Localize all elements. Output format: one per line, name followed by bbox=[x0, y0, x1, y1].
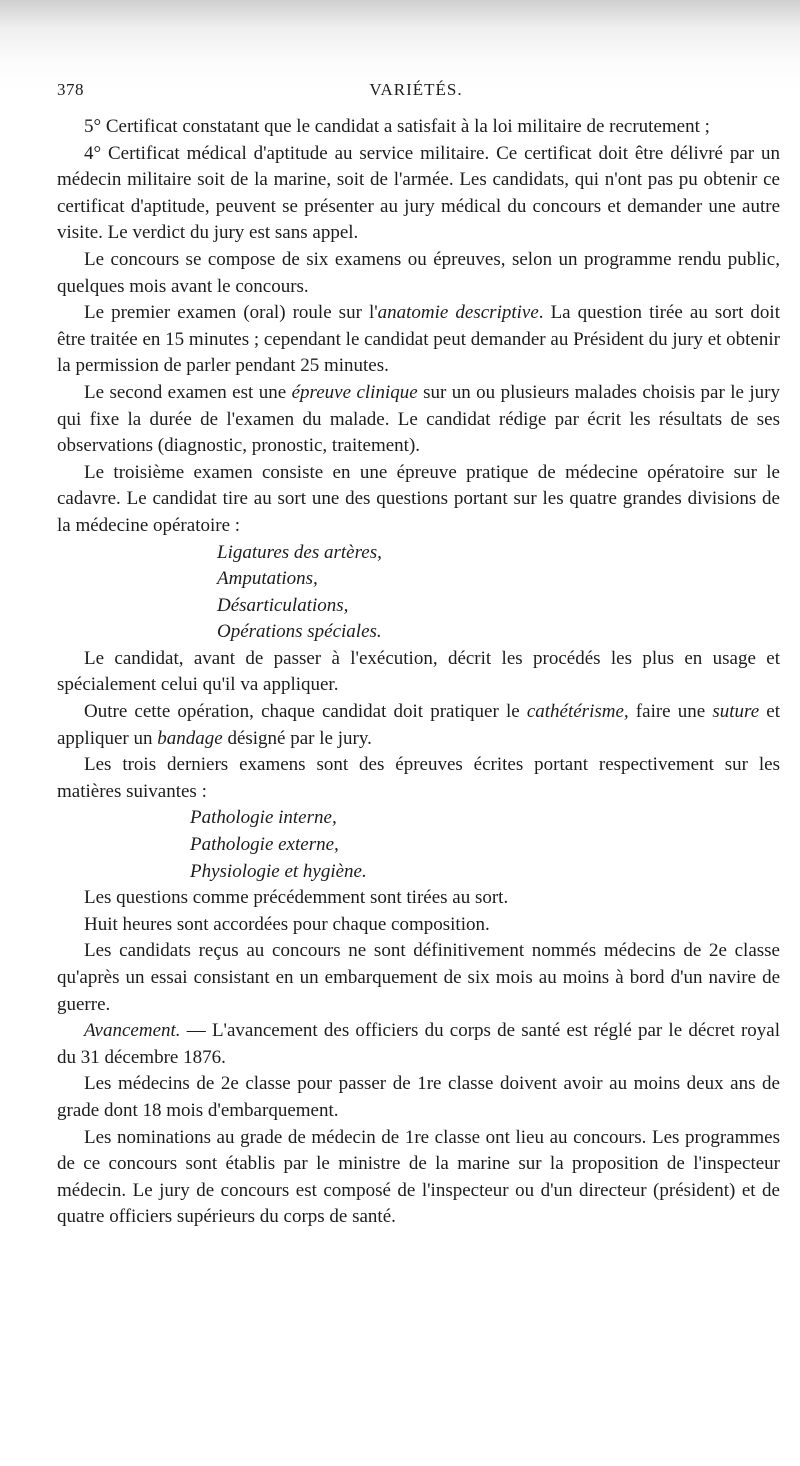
paragraph-nominations: Les nominations au grade de médecin de 1re classe ont lieu au concours. Les programmes de ce concours sont établis par le ministre de la marine sur la proposition de l'inspecteur médecin. Le jury de concours est composé de l'inspecteur ou d'un directeur (président) et de quatre officiers supérieurs du corps de santé. bbox=[57, 1126, 780, 1228]
emphasis: Avancement. bbox=[84, 1020, 181, 1042]
paragraph-huit-heures: Huit heures sont accordées pour chaque composition. bbox=[84, 913, 490, 935]
page-number: 378 bbox=[57, 80, 84, 99]
paragraph-catheterisme bbox=[57, 699, 780, 752]
paragraph-candidats-recus: Les candidats reçus au concours ne sont définitivement nommés médecins de 2e classe qu'après un essai consistant en un embarquement de six mois au moins à bord d'un navire de guerre. bbox=[57, 940, 780, 1015]
text: . La question tirée au sort doit être traitée en 15 minutes ; cependant le candidat peut demander au Président du jury et obtenir la permission de parler pendant 25 minutes. bbox=[57, 302, 780, 377]
page-header bbox=[57, 80, 775, 104]
list-item: Pathologie externe, bbox=[190, 834, 339, 856]
list-item: Désarticulations, bbox=[217, 594, 349, 616]
text: Le premier examen (oral) roule sur l' bbox=[84, 302, 378, 324]
emphasis: suture bbox=[712, 701, 760, 723]
paragraph-epreuves-ecrites: Les trois derniers examens sont des épreuves écrites portant respectivement sur les matières suivantes : bbox=[57, 754, 780, 802]
text: sur un ou plusieurs malades choisis par le jury qui fixe la durée de l'examen du malade. Le candidat rédige par écrit les résultats de ses observations (diagnostic, pronostic, traitement). bbox=[57, 381, 781, 457]
text: Le second examen est une bbox=[84, 381, 292, 403]
list-item: Physiologie et hygiène. bbox=[190, 860, 367, 882]
list-item: Amputations, bbox=[217, 568, 318, 590]
list-item: Pathologie interne, bbox=[190, 807, 337, 829]
exams-list bbox=[57, 805, 780, 885]
paragraph-avancement bbox=[57, 1018, 780, 1071]
list-item: Ligatures des artères, bbox=[217, 541, 382, 563]
paragraph-troisieme-examen: Le troisième examen consiste en une épreuve pratique de médecine opératoire sur le cadavre. Le candidat tire au sort une des questions portant sur les quatre grandes divisions de la médecine opératoire : bbox=[57, 461, 780, 536]
emphasis: bandage bbox=[157, 727, 223, 749]
paragraph-certificat-medical: 4° Certificat médical d'aptitude au service militaire. Ce certificat doit être délivré par un médecin militaire soit de la marine, soit de l'armée. Les candidats, qui n'ont pas pu obtenir ce certificat d'aptitude, peuvent se présenter au jury médical du concours et demander une autre visite. Le verdict du jury est sans appel. bbox=[57, 142, 780, 244]
paragraph-certificat-recrutement: 5° Certificat constatant que le candidat a satisfait à la loi militaire de recrutement ; bbox=[84, 116, 710, 137]
paragraph-medecins-2e-classe: Les médecins de 2e classe pour passer de 1re classe doivent avoir au moins deux ans de grade dont 18 mois d'embarquement. bbox=[57, 1073, 780, 1121]
text: faire une bbox=[628, 701, 713, 723]
text: — L'avancement des officiers du corps de santé est réglé par le décret royal du 31 décembre 1876. bbox=[57, 1020, 780, 1068]
paragraph-premier-examen bbox=[57, 300, 780, 380]
emphasis: cathétérisme, bbox=[526, 701, 629, 723]
emphasis: anatomie descriptive bbox=[377, 302, 539, 324]
paragraph-second-examen bbox=[57, 380, 780, 460]
text: et appliquer un bbox=[57, 701, 781, 749]
paragraph-execution: Le candidat, avant de passer à l'exécution, décrit les procédés les plus en usage et spécialement celui qu'il va appliquer. bbox=[57, 647, 780, 696]
emphasis: épreuve clinique bbox=[291, 381, 418, 403]
text: désigné par le jury. bbox=[222, 727, 372, 749]
list-item: Opérations spéciales. bbox=[217, 621, 382, 643]
running-head: VARIÉTÉS. bbox=[369, 80, 463, 99]
text: Outre cette opération, chaque candidat doit pratiquer le bbox=[84, 701, 527, 723]
paragraph-concours: Le concours se compose de six examens ou épreuves, selon un programme rendu public, quelques mois avant le concours. bbox=[57, 248, 780, 297]
paragraph-questions: Les questions comme précédemment sont tirées au sort. bbox=[84, 887, 509, 909]
text-body bbox=[57, 114, 780, 1231]
operations-list bbox=[57, 540, 780, 646]
